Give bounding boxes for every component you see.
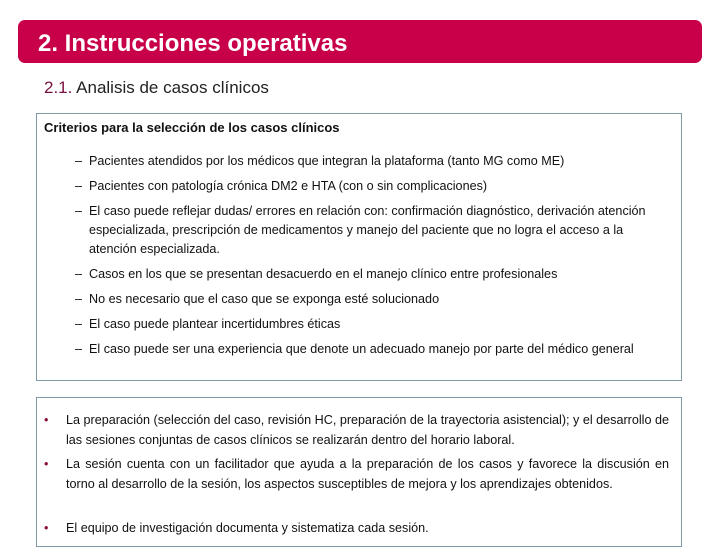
subsection-title — [44, 78, 269, 98]
item-text: El caso puede plantear incertidumbres éticas — [89, 317, 341, 331]
item-text: Casos en los que se presentan desacuerdo en el manejo clínico entre profesionales — [89, 267, 558, 281]
section-header — [18, 20, 702, 63]
list-item: – Casos en los que se presentan desacuerdo en el manejo clínico entre profesionales — [75, 267, 558, 281]
item-text: Pacientes con patología crónica DM2 e HTA (con o sin complicaciones) — [89, 179, 488, 193]
list-item: – El caso puede plantear incertidumbres éticas — [75, 317, 341, 331]
list-item: – El caso puede ser una experiencia que denote un adecuado manejo por parte del médico general — [75, 342, 634, 356]
criteria-title: Criterios para la selección de los casos clínicos — [44, 120, 340, 135]
item-text: La sesión cuenta con un facilitador que ayuda a la preparación de los casos y favorece la discusión en torno al desarrollo de la sesión, los aspectos susceptibles de mejora y los aprendizajes obtenidos. — [66, 457, 669, 491]
item-text: La preparación (selección del caso, revisión HC, preparación de la trayectoria asistencial); y el desarrollo de las sesiones conjuntas de casos clínicos se realizarán dentro del horario laboral. — [66, 413, 669, 447]
list-item: – No es necesario que el caso que se exponga esté solucionado — [75, 292, 440, 306]
criteria-box — [36, 113, 682, 381]
subsection-text: Analisis de casos clínicos — [76, 78, 269, 97]
item-text: El equipo de investigación documenta y sistematiza cada sesión. — [66, 521, 429, 535]
bullet-item: • El equipo de investigación documenta y sistematiza cada sesión. — [44, 521, 429, 535]
list-item: – Pacientes con patología crónica DM2 e HTA (con o sin complicaciones) — [75, 179, 488, 193]
list-item: – Pacientes atendidos por los médicos que integran la plataforma (tanto MG como ME) — [75, 154, 565, 168]
list-item: – El caso puede reflejar dudas/ errores en relación con: confirmación diagnóstico, derivación atención especializada, prescripción de medicamentos y manejo del paciente que no logra el acceso a la atención especializada. — [75, 204, 646, 256]
subsection-number: 2.1. — [44, 78, 73, 97]
bullet-item: • La sesión cuenta con un facilitador que ayuda a la preparación de los casos y favorece la discusión en torno al desarrollo de la sesión, los aspectos susceptibles de mejora y los aprendizajes obtenidos. — [44, 457, 669, 491]
bullet-item: • La preparación (selección del caso, revisión HC, preparación de la trayectoria asistencial); y el desarrollo de las sesiones conjuntas de casos clínicos se realizarán dentro del horario laboral. — [44, 413, 669, 447]
item-text: El caso puede reflejar dudas/ errores en relación con: confirmación diagnóstico, derivación atención especializada, prescripción de medicamentos y manejo del paciente que no logra el acceso a la atención especializada. — [89, 204, 646, 256]
item-text: Pacientes atendidos por los médicos que integran la plataforma (tanto MG como ME) — [89, 154, 565, 168]
item-text: El caso puede ser una experiencia que denote un adecuado manejo por parte del médico general — [89, 342, 634, 356]
section-title: 2. Instrucciones operativas — [38, 30, 348, 57]
item-text: No es necesario que el caso que se exponga esté solucionado — [89, 292, 440, 306]
notes-box — [36, 397, 682, 547]
